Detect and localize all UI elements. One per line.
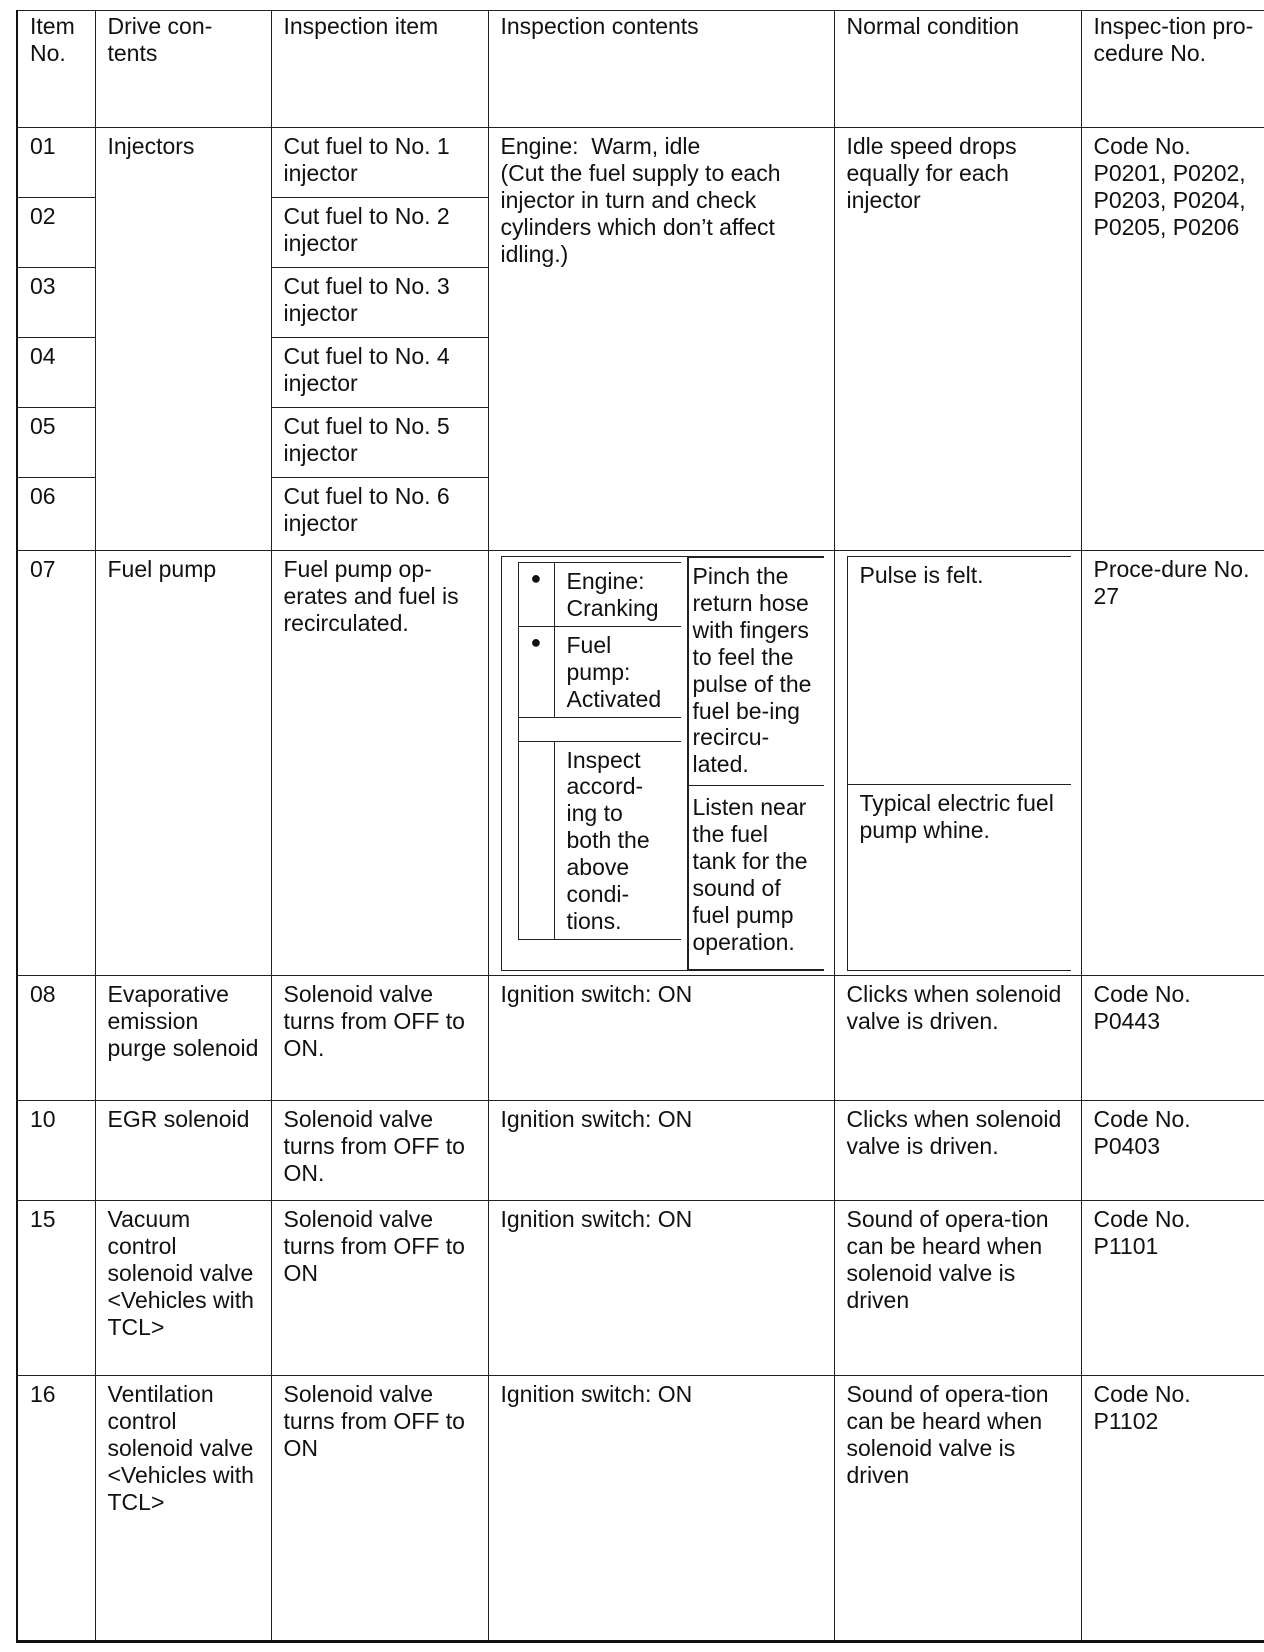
drive-contents-cell: Evaporative emission purge solenoid	[95, 976, 271, 1101]
inspection-contents-cell: Ignition switch: ON	[488, 1201, 834, 1376]
header-item-no: Item No.	[17, 11, 95, 128]
table-row	[17, 128, 1264, 198]
inspection-contents-cell: Ignition switch: ON	[488, 1376, 834, 1642]
inspection-contents-cell: Ignition switch: ON	[488, 976, 834, 1101]
item-no-cell: 16	[17, 1376, 95, 1642]
pump-methods	[687, 557, 824, 971]
inspection-item-cell: Cut fuel to No. 4 injector	[271, 338, 488, 408]
item-no-cell: 07	[17, 551, 95, 976]
procedure-cell: Code No. P1101	[1081, 1201, 1264, 1376]
header-row	[17, 11, 1264, 128]
normal-2: Typical electric fuel pump whine.	[847, 785, 1071, 971]
inspection-item-cell: Fuel pump op-erates and fuel is recirculated.	[271, 551, 488, 976]
inspection-item-cell: Solenoid valve turns from OFF to ON.	[271, 976, 488, 1101]
inspection-item-cell: Cut fuel to No. 2 injector	[271, 198, 488, 268]
method-1: Pinch the return hose with fingers to feel the pulse of the fuel be-ing recircu-lated.	[688, 558, 824, 786]
normal-condition-cell: Idle speed drops equally for each injector	[834, 128, 1081, 551]
contents-line: Engine: Warm, idle	[500, 133, 701, 159]
pump-conditions	[501, 557, 687, 971]
inspection-item-cell: Cut fuel to No. 6 injector	[271, 478, 488, 551]
header-inspection-contents: Inspection contents	[488, 11, 834, 128]
item-no-cell: 01	[17, 128, 95, 198]
normal-condition-cell	[834, 551, 1081, 976]
inspection-item-cell: Cut fuel to No. 1 injector	[271, 128, 488, 198]
normal-condition-cell: Clicks when solenoid valve is driven.	[834, 976, 1081, 1101]
item-no-cell: 03	[17, 268, 95, 338]
drive-contents-cell: Vacuum control solenoid valve <Vehicles with TCL>	[95, 1201, 271, 1376]
drive-contents-cell: EGR solenoid	[95, 1101, 271, 1201]
item-no-cell: 10	[17, 1101, 95, 1201]
table-row	[17, 976, 1264, 1101]
normal-condition-cell: Sound of opera-tion can be heard when solenoid valve is driven	[834, 1376, 1081, 1642]
header-normal-condition: Normal condition	[834, 11, 1081, 128]
actuator-test-table	[16, 10, 1264, 1643]
method-2: Listen near the fuel tank for the sound of fuel pump operation.	[688, 786, 824, 970]
inspection-item-cell: Solenoid valve turns from OFF to ON	[271, 1376, 488, 1642]
procedure-cell: Proce-dure No. 27	[1081, 551, 1264, 976]
header-procedure-no: Inspec-tion pro-cedure No.	[1081, 11, 1264, 128]
item-no-cell: 06	[17, 478, 95, 551]
inspection-item-cell: Solenoid valve turns from OFF to ON.	[271, 1101, 488, 1201]
drive-contents-cell: Injectors	[95, 128, 271, 551]
inspection-contents-cell: Ignition switch: ON	[488, 1101, 834, 1201]
procedure-cell: Code No. P0443	[1081, 976, 1264, 1101]
item-no-cell: 08	[17, 976, 95, 1101]
table-row	[17, 1101, 1264, 1201]
header-drive-contents: Drive con-tents	[95, 11, 271, 128]
header-inspection-item: Inspection item	[271, 11, 488, 128]
normal-condition-cell: Sound of opera-tion can be heard when solenoid valve is driven	[834, 1201, 1081, 1376]
item-no-cell: 15	[17, 1201, 95, 1376]
item-no-cell: 05	[17, 408, 95, 478]
inspection-contents-cell	[488, 128, 834, 551]
inspection-item-cell: Solenoid valve turns from OFF to ON	[271, 1201, 488, 1376]
inspection-contents-cell	[488, 551, 834, 976]
inspection-item-cell: Cut fuel to No. 3 injector	[271, 268, 488, 338]
item-no-cell: 02	[17, 198, 95, 268]
normal-1: Pulse is felt.	[847, 557, 1071, 785]
bullet-icon: ●	[518, 563, 554, 627]
condition-2: Fuel pump: Activated	[554, 626, 681, 717]
procedure-cell: Code No. P0403	[1081, 1101, 1264, 1201]
table-row	[17, 551, 1264, 976]
contents-note: (Cut the fuel supply to each injector in turn and check cylinders which don’t affect idling.)	[500, 159, 781, 267]
item-no-cell: 04	[17, 338, 95, 408]
condition-1: Engine: Cranking	[554, 563, 681, 627]
procedure-cell: Code No. P1102	[1081, 1376, 1264, 1642]
drive-contents-cell: Ventilation control solenoid valve <Vehicles with TCL>	[95, 1376, 271, 1642]
normal-condition-cell: Clicks when solenoid valve is driven.	[834, 1101, 1081, 1201]
table-row	[17, 1201, 1264, 1376]
procedure-cell: Code No. P0201, P0202, P0203, P0204, P0205, P0206	[1081, 128, 1264, 551]
drive-contents-cell: Fuel pump	[95, 551, 271, 976]
conditions-note: Inspect accord-ing to both the above condi-tions.	[554, 741, 681, 939]
inspection-item-cell: Cut fuel to No. 5 injector	[271, 408, 488, 478]
bullet-icon: ●	[518, 626, 554, 717]
table-row	[17, 1376, 1264, 1642]
fuel-pump-contents-grid	[501, 556, 824, 971]
